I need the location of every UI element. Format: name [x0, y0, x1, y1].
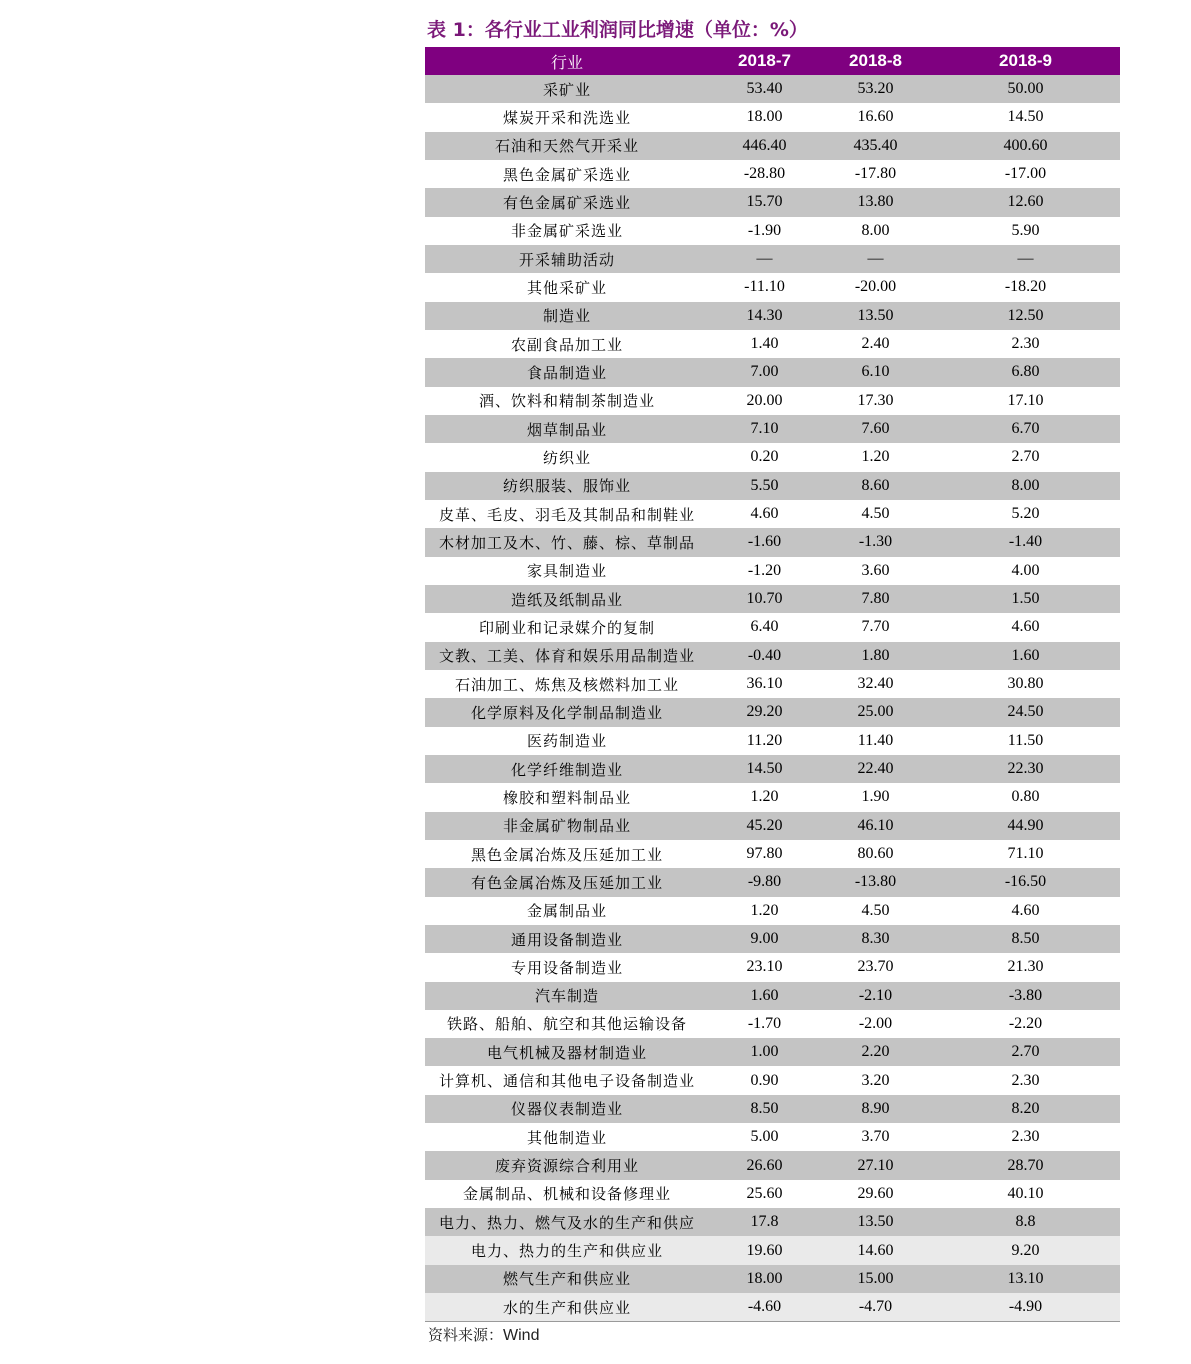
industry-name-cell: 非金属矿物制品业	[425, 812, 709, 840]
value-cell-2018-7: 14.50	[709, 755, 820, 783]
value-cell-2018-7: -9.80	[709, 868, 820, 896]
table-row	[425, 642, 1120, 670]
industry-name-cell: 电力、热力的生产和供应业	[425, 1236, 709, 1264]
value-cell-2018-8: -4.70	[820, 1293, 931, 1322]
table-row	[425, 868, 1120, 896]
value-cell-2018-7: 97.80	[709, 840, 820, 868]
industry-name-cell: 燃气生产和供应业	[425, 1265, 709, 1293]
value-cell-2018-8: -13.80	[820, 868, 931, 896]
value-cell-2018-7: 45.20	[709, 812, 820, 840]
industry-name-cell: 皮革、毛皮、羽毛及其制品和制鞋业	[425, 500, 709, 528]
industry-name-cell: 通用设备制造业	[425, 925, 709, 953]
value-cell-2018-8: 435.40	[820, 132, 931, 160]
value-cell-2018-7: 1.00	[709, 1038, 820, 1066]
value-cell-2018-8: 15.00	[820, 1265, 931, 1293]
value-cell-2018-7: 7.10	[709, 415, 820, 443]
table-row	[425, 783, 1120, 811]
table-row	[425, 330, 1120, 358]
industry-name-cell: 造纸及纸制品业	[425, 585, 709, 613]
column-header-industry: 行业	[425, 47, 709, 75]
industry-name-cell: 家具制造业	[425, 557, 709, 585]
table-row	[425, 1123, 1120, 1151]
table-row	[425, 1095, 1120, 1123]
table-row	[425, 443, 1120, 471]
industry-name-cell: 酒、饮料和精制茶制造业	[425, 387, 709, 415]
value-cell-2018-8: 1.90	[820, 783, 931, 811]
value-cell-2018-7: 0.20	[709, 443, 820, 471]
value-cell-2018-8: 80.60	[820, 840, 931, 868]
industry-name-cell: 橡胶和塑料制品业	[425, 783, 709, 811]
table-row	[425, 387, 1120, 415]
table-header-row	[425, 47, 1120, 75]
value-cell-2018-7: 10.70	[709, 585, 820, 613]
value-cell-2018-8: 16.60	[820, 103, 931, 131]
industry-name-cell: 石油和天然气开采业	[425, 132, 709, 160]
value-cell-2018-9: 1.60	[931, 642, 1120, 670]
value-cell-2018-9: 40.10	[931, 1180, 1120, 1208]
value-cell-2018-9: 50.00	[931, 75, 1120, 103]
value-cell-2018-9: 0.80	[931, 783, 1120, 811]
value-cell-2018-7: 19.60	[709, 1236, 820, 1264]
value-cell-2018-8: 7.60	[820, 415, 931, 443]
industry-name-cell: 金属制品业	[425, 897, 709, 925]
table-row	[425, 698, 1120, 726]
table-row	[425, 1010, 1120, 1038]
value-cell-2018-7: 4.60	[709, 500, 820, 528]
value-cell-2018-9: 2.70	[931, 443, 1120, 471]
industry-name-cell: 医药制造业	[425, 727, 709, 755]
value-cell-2018-9: 6.80	[931, 358, 1120, 386]
value-cell-2018-9: 5.20	[931, 500, 1120, 528]
industry-name-cell: 煤炭开采和洗选业	[425, 103, 709, 131]
value-cell-2018-7: 11.20	[709, 727, 820, 755]
value-cell-2018-8: -2.10	[820, 982, 931, 1010]
value-cell-2018-9: -18.20	[931, 273, 1120, 301]
value-cell-2018-8: 3.70	[820, 1123, 931, 1151]
value-cell-2018-8: 13.50	[820, 1208, 931, 1236]
value-cell-2018-9: 1.50	[931, 585, 1120, 613]
value-cell-2018-7: 14.30	[709, 302, 820, 330]
table-row	[425, 953, 1120, 981]
value-cell-2018-9: -2.20	[931, 1010, 1120, 1038]
value-cell-2018-9: 4.60	[931, 897, 1120, 925]
table-row	[425, 670, 1120, 698]
table-row	[425, 188, 1120, 216]
source-note	[428, 1324, 539, 1346]
industry-name-cell: 专用设备制造业	[425, 953, 709, 981]
value-cell-2018-9: 4.00	[931, 557, 1120, 585]
value-cell-2018-8: -20.00	[820, 273, 931, 301]
value-cell-2018-8: 4.50	[820, 897, 931, 925]
industry-name-cell: 烟草制品业	[425, 415, 709, 443]
value-cell-2018-9: 8.00	[931, 472, 1120, 500]
table-row	[425, 1180, 1120, 1208]
table-row	[425, 217, 1120, 245]
value-cell-2018-9: 12.60	[931, 188, 1120, 216]
table-row	[425, 982, 1120, 1010]
value-cell-2018-8: 3.60	[820, 557, 931, 585]
value-cell-2018-8: 2.20	[820, 1038, 931, 1066]
value-cell-2018-8: 2.40	[820, 330, 931, 358]
value-cell-2018-9: 71.10	[931, 840, 1120, 868]
table-title: 表 1：各行业工业利润同比增速（单位：%）	[427, 19, 808, 41]
value-cell-2018-9: 8.50	[931, 925, 1120, 953]
value-cell-2018-9: 2.30	[931, 1066, 1120, 1094]
table-row	[425, 75, 1120, 103]
industry-name-cell: 黑色金属冶炼及压延加工业	[425, 840, 709, 868]
source-value: Wind	[503, 1327, 540, 1344]
industry-name-cell: 开采辅助活动	[425, 245, 709, 273]
value-cell-2018-9: 9.20	[931, 1236, 1120, 1264]
value-cell-2018-9: 11.50	[931, 727, 1120, 755]
value-cell-2018-9: 24.50	[931, 698, 1120, 726]
industry-profit-table	[425, 47, 1120, 1322]
value-cell-2018-8: 22.40	[820, 755, 931, 783]
industry-name-cell: 化学纤维制造业	[425, 755, 709, 783]
industry-name-cell: 农副食品加工业	[425, 330, 709, 358]
industry-name-cell: 计算机、通信和其他电子设备制造业	[425, 1066, 709, 1094]
industry-name-cell: 非金属矿采选业	[425, 217, 709, 245]
industry-name-cell: 纺织业	[425, 443, 709, 471]
value-cell-2018-7: 1.60	[709, 982, 820, 1010]
table-row	[425, 755, 1120, 783]
value-cell-2018-7: 18.00	[709, 1265, 820, 1293]
value-cell-2018-8: 27.10	[820, 1151, 931, 1179]
table-row	[425, 273, 1120, 301]
table-row	[425, 358, 1120, 386]
table-row	[425, 1066, 1120, 1094]
table-row	[425, 500, 1120, 528]
value-cell-2018-8: 32.40	[820, 670, 931, 698]
value-cell-2018-9: 2.30	[931, 330, 1120, 358]
value-cell-2018-7: 6.40	[709, 613, 820, 641]
value-cell-2018-7: 18.00	[709, 103, 820, 131]
table-row	[425, 472, 1120, 500]
value-cell-2018-7: 23.10	[709, 953, 820, 981]
table-row	[425, 897, 1120, 925]
value-cell-2018-8: 23.70	[820, 953, 931, 981]
value-cell-2018-9: 28.70	[931, 1151, 1120, 1179]
value-cell-2018-9: 12.50	[931, 302, 1120, 330]
industry-name-cell: 食品制造业	[425, 358, 709, 386]
industry-name-cell: 木材加工及木、竹、藤、棕、草制品	[425, 528, 709, 556]
industry-name-cell: 汽车制造	[425, 982, 709, 1010]
industry-name-cell: 电力、热力、燃气及水的生产和供应	[425, 1208, 709, 1236]
value-cell-2018-9: -4.90	[931, 1293, 1120, 1322]
value-cell-2018-8: -1.30	[820, 528, 931, 556]
value-cell-2018-8: 14.60	[820, 1236, 931, 1264]
table-row	[425, 557, 1120, 585]
value-cell-2018-8: 53.20	[820, 75, 931, 103]
table-row	[425, 1236, 1120, 1264]
industry-name-cell: 印刷业和记录媒介的复制	[425, 613, 709, 641]
value-cell-2018-7: -1.20	[709, 557, 820, 585]
value-cell-2018-8: -2.00	[820, 1010, 931, 1038]
value-cell-2018-7: 20.00	[709, 387, 820, 415]
value-cell-2018-9: 21.30	[931, 953, 1120, 981]
value-cell-2018-7: 5.00	[709, 1123, 820, 1151]
value-cell-2018-9: 14.50	[931, 103, 1120, 131]
value-cell-2018-8: 29.60	[820, 1180, 931, 1208]
table-row	[425, 160, 1120, 188]
industry-name-cell: 其他制造业	[425, 1123, 709, 1151]
value-cell-2018-9: 4.60	[931, 613, 1120, 641]
table-row	[425, 132, 1120, 160]
value-cell-2018-7: -11.10	[709, 273, 820, 301]
table-row	[425, 727, 1120, 755]
value-cell-2018-9: 8.20	[931, 1095, 1120, 1123]
value-cell-2018-9: 2.70	[931, 1038, 1120, 1066]
value-cell-2018-9: —	[931, 245, 1120, 273]
industry-name-cell: 有色金属冶炼及压延加工业	[425, 868, 709, 896]
table-row	[425, 840, 1120, 868]
value-cell-2018-8: 7.80	[820, 585, 931, 613]
value-cell-2018-8: 6.10	[820, 358, 931, 386]
value-cell-2018-7: —	[709, 245, 820, 273]
value-cell-2018-8: 17.30	[820, 387, 931, 415]
value-cell-2018-8: —	[820, 245, 931, 273]
value-cell-2018-7: 26.60	[709, 1151, 820, 1179]
value-cell-2018-9: 5.90	[931, 217, 1120, 245]
value-cell-2018-9: 30.80	[931, 670, 1120, 698]
value-cell-2018-9: -1.40	[931, 528, 1120, 556]
value-cell-2018-8: 7.70	[820, 613, 931, 641]
value-cell-2018-9: -17.00	[931, 160, 1120, 188]
value-cell-2018-8: 8.90	[820, 1095, 931, 1123]
value-cell-2018-7: 53.40	[709, 75, 820, 103]
industry-name-cell: 铁路、船舶、航空和其他运输设备	[425, 1010, 709, 1038]
column-header-2018-7: 2018-7	[709, 47, 820, 75]
value-cell-2018-8: 8.30	[820, 925, 931, 953]
table-row	[425, 1293, 1120, 1322]
industry-name-cell: 采矿业	[425, 75, 709, 103]
value-cell-2018-8: 11.40	[820, 727, 931, 755]
industry-name-cell: 石油加工、炼焦及核燃料加工业	[425, 670, 709, 698]
value-cell-2018-8: 1.80	[820, 642, 931, 670]
value-cell-2018-9: 13.10	[931, 1265, 1120, 1293]
value-cell-2018-7: -4.60	[709, 1293, 820, 1322]
value-cell-2018-9: 44.90	[931, 812, 1120, 840]
industry-name-cell: 纺织服装、服饰业	[425, 472, 709, 500]
table-row	[425, 812, 1120, 840]
value-cell-2018-7: 25.60	[709, 1180, 820, 1208]
value-cell-2018-8: 3.20	[820, 1066, 931, 1094]
column-header-2018-8: 2018-8	[820, 47, 931, 75]
value-cell-2018-7: -1.90	[709, 217, 820, 245]
value-cell-2018-7: 1.20	[709, 897, 820, 925]
value-cell-2018-8: 13.80	[820, 188, 931, 216]
value-cell-2018-7: 0.90	[709, 1066, 820, 1094]
table-row	[425, 1208, 1120, 1236]
table-row	[425, 245, 1120, 273]
industry-name-cell: 化学原料及化学制品制造业	[425, 698, 709, 726]
table-row	[425, 415, 1120, 443]
industry-name-cell: 金属制品、机械和设备修理业	[425, 1180, 709, 1208]
industry-name-cell: 有色金属矿采选业	[425, 188, 709, 216]
table-row	[425, 925, 1120, 953]
value-cell-2018-7: 446.40	[709, 132, 820, 160]
value-cell-2018-7: 9.00	[709, 925, 820, 953]
value-cell-2018-7: 8.50	[709, 1095, 820, 1123]
industry-name-cell: 黑色金属矿采选业	[425, 160, 709, 188]
value-cell-2018-7: 15.70	[709, 188, 820, 216]
value-cell-2018-7: 29.20	[709, 698, 820, 726]
value-cell-2018-7: 1.40	[709, 330, 820, 358]
value-cell-2018-8: 8.00	[820, 217, 931, 245]
value-cell-2018-9: 17.10	[931, 387, 1120, 415]
value-cell-2018-9: 2.30	[931, 1123, 1120, 1151]
industry-name-cell: 废弃资源综合利用业	[425, 1151, 709, 1179]
value-cell-2018-8: 8.60	[820, 472, 931, 500]
table-row	[425, 302, 1120, 330]
table-row	[425, 103, 1120, 131]
table-row	[425, 613, 1120, 641]
value-cell-2018-9: 22.30	[931, 755, 1120, 783]
value-cell-2018-9: -3.80	[931, 982, 1120, 1010]
column-header-2018-9: 2018-9	[931, 47, 1120, 75]
value-cell-2018-8: 46.10	[820, 812, 931, 840]
value-cell-2018-8: 13.50	[820, 302, 931, 330]
value-cell-2018-9: 400.60	[931, 132, 1120, 160]
table-row	[425, 1151, 1120, 1179]
industry-name-cell: 文教、工美、体育和娱乐用品制造业	[425, 642, 709, 670]
table-body	[425, 75, 1120, 1322]
value-cell-2018-7: 1.20	[709, 783, 820, 811]
value-cell-2018-7: -1.60	[709, 528, 820, 556]
table-row	[425, 528, 1120, 556]
value-cell-2018-7: -1.70	[709, 1010, 820, 1038]
value-cell-2018-8: 25.00	[820, 698, 931, 726]
value-cell-2018-7: -28.80	[709, 160, 820, 188]
industry-name-cell: 仪器仪表制造业	[425, 1095, 709, 1123]
table-row	[425, 585, 1120, 613]
industry-name-cell: 电气机械及器材制造业	[425, 1038, 709, 1066]
value-cell-2018-7: 36.10	[709, 670, 820, 698]
industry-name-cell: 制造业	[425, 302, 709, 330]
value-cell-2018-8: 1.20	[820, 443, 931, 471]
table-row	[425, 1265, 1120, 1293]
value-cell-2018-8: 4.50	[820, 500, 931, 528]
industry-name-cell: 水的生产和供应业	[425, 1293, 709, 1322]
value-cell-2018-7: 5.50	[709, 472, 820, 500]
table-row	[425, 1038, 1120, 1066]
industry-name-cell: 其他采矿业	[425, 273, 709, 301]
value-cell-2018-7: -0.40	[709, 642, 820, 670]
value-cell-2018-9: -16.50	[931, 868, 1120, 896]
value-cell-2018-7: 17.8	[709, 1208, 820, 1236]
value-cell-2018-9: 6.70	[931, 415, 1120, 443]
value-cell-2018-8: -17.80	[820, 160, 931, 188]
value-cell-2018-9: 8.8	[931, 1208, 1120, 1236]
source-label: 资料来源：	[428, 1326, 504, 1344]
value-cell-2018-7: 7.00	[709, 358, 820, 386]
